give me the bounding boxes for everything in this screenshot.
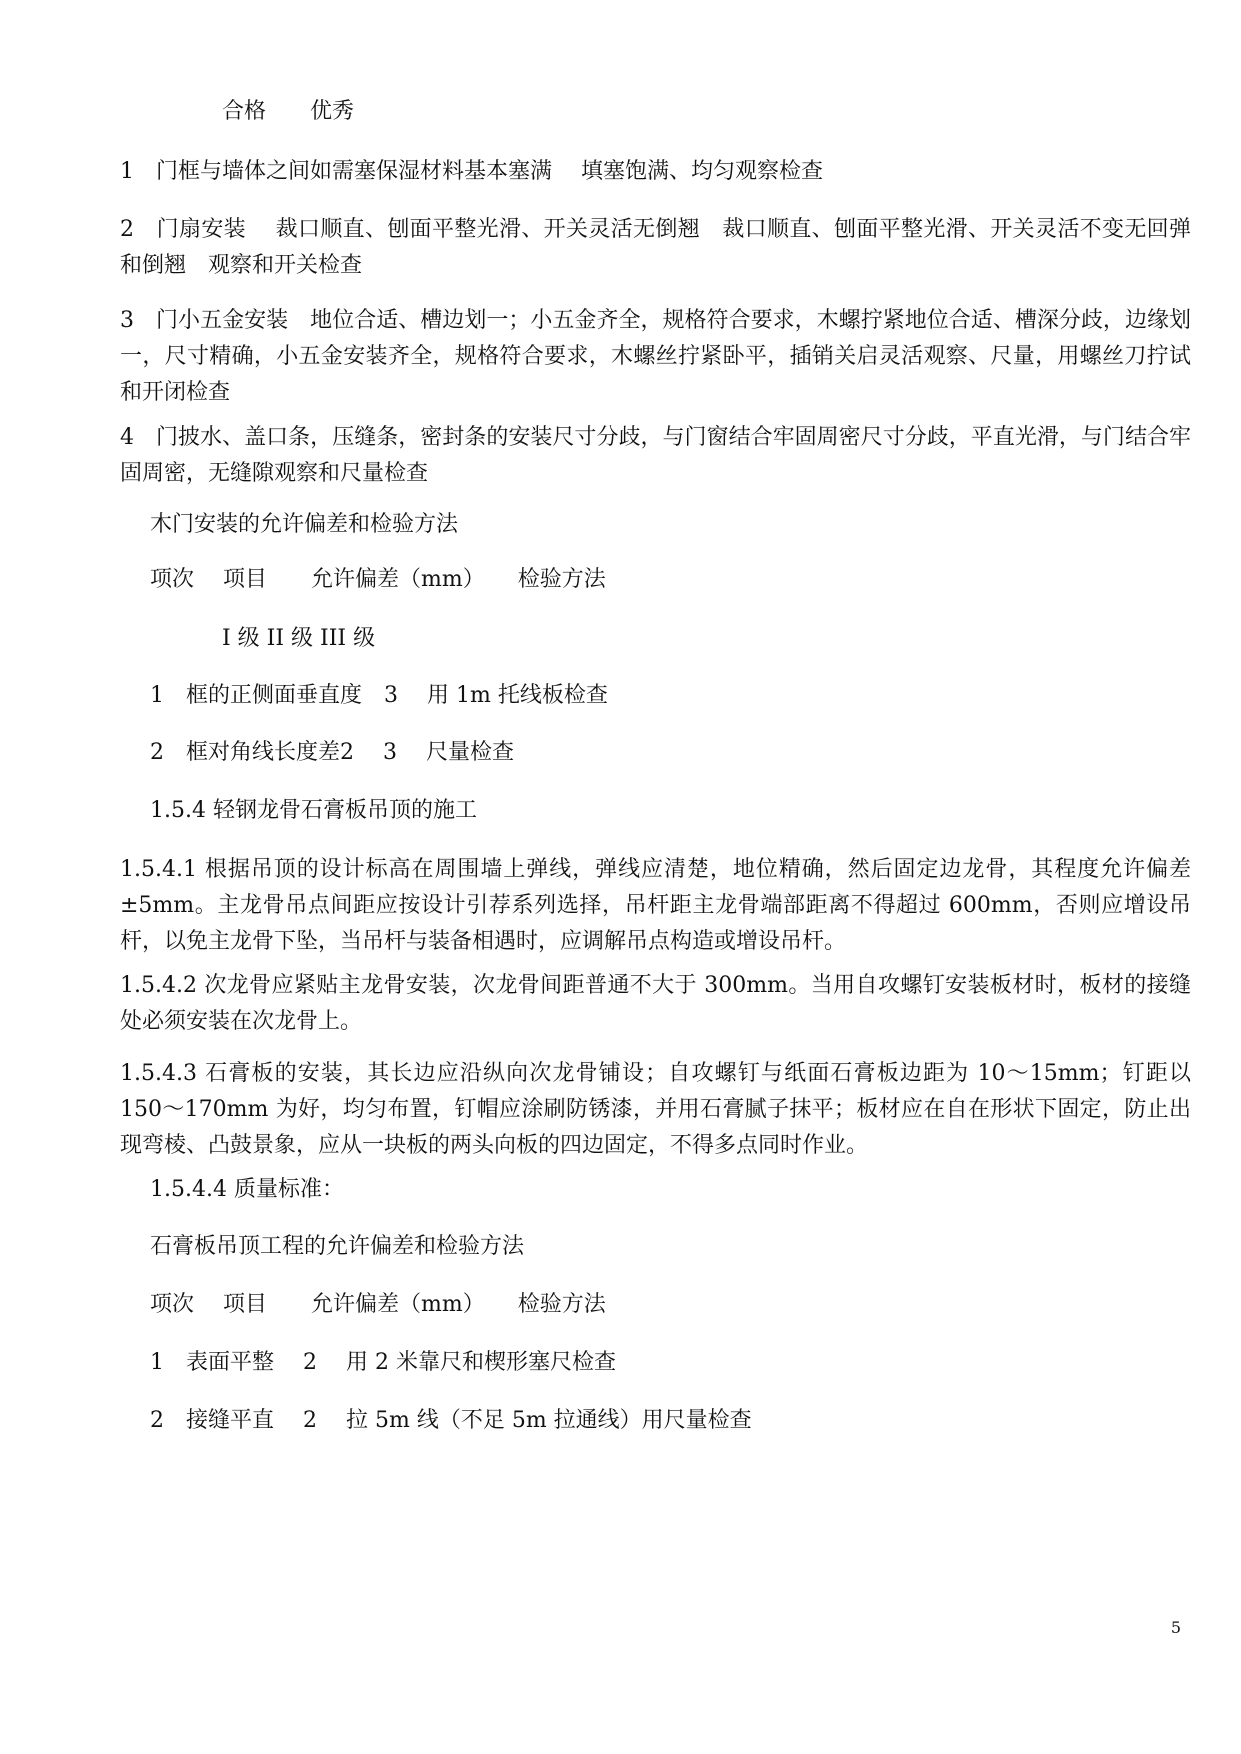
table1-header: 项次 项目 允许偏差（mm） 检验方法 — [150, 567, 606, 592]
item-2: 2 门扇安装 裁口顺直、刨面平整光滑、开关灵活无倒翘 裁口顺直、刨面平整光滑、开关灵活不变无回弹和倒翘 观察和开关检查 — [120, 217, 1191, 278]
table2-header: 项次 项目 允许偏差（mm） 检验方法 — [150, 1292, 606, 1317]
page-number: 5 — [1170, 1618, 1181, 1637]
table2-row: 2 接缝平直 2 拉 5m 线（不足 5m 拉通线）用尺量检查 — [150, 1408, 752, 1433]
item-4: 4 门披水、盖口条，压缝条，密封条的安装尺寸分歧，与门窗结合牢固周密尺寸分歧，平直光滑，与门结合牢固周密，无缝隙观察和尺量检查 — [120, 425, 1191, 486]
section-heading: 1.5.4 轻钢龙骨石膏板吊顶的施工 — [150, 798, 477, 823]
section-paragraph-2: 1.5.4.2 次龙骨应紧贴主龙骨安装，次龙骨间距普通不大于 300mm。当用自攻螺钉安装板材时，板材的接缝处必须安装在次龙骨上。 — [120, 973, 1191, 1034]
section-paragraph-3: 1.5.4.3 石膏板的安装，其长边应沿纵向次龙骨铺设；自攻螺钉与纸面石膏板边距为 10～15mm；钉距以 150～170mm 为好，均匀布置，钉帽应涂刷防锈漆，并用石膏腻子抹平；板材应在自在形状下固定，防止出现弯棱、凸鼓景象，应从一块板的两头向板的四边固定，不得多点同时作业。 — [120, 1061, 1191, 1158]
section-paragraph-1: 1.5.4.1 根据吊顶的设计标高在周围墙上弹线，弹线应清楚，地位精确，然后固定边龙骨，其程度允许偏差±5mm。主龙骨吊点间距应按设计引荐系列选择，吊杆距主龙骨端部距离不得超过 600mm，否则应增设吊杆，以免主龙骨下坠，当吊杆与装备相遇时，应调解吊点构造或增设吊杆。 — [120, 857, 1191, 954]
table1-title: 木门安装的允许偏差和检验方法 — [150, 512, 459, 537]
table1-row: 2 框对角线长度差2 3 尺量检查 — [150, 740, 514, 765]
grade-header-row: 合格 优秀 — [222, 99, 355, 124]
table1-row: 1 框的正侧面垂直度 3 用 1m 托线板检查 — [150, 683, 608, 708]
table2-title: 石膏板吊顶工程的允许偏差和检验方法 — [150, 1234, 525, 1259]
section-paragraph-4: 1.5.4.4 质量标准： — [150, 1177, 344, 1202]
item-1: 1 门框与墙体之间如需塞保湿材料基本塞满 填塞饱满、均匀观察检查 — [120, 159, 823, 184]
table2-row: 1 表面平整 2 用 2 米靠尺和楔形塞尺检查 — [150, 1350, 616, 1375]
table1-grades: I 级 II 级 III 级 — [222, 626, 376, 651]
item-3: 3 门小五金安装 地位合适、槽边划一；小五金齐全，规格符合要求，木螺拧紧地位合适、槽深分歧，边缘划一，尺寸精确，小五金安装齐全，规格符合要求，木螺丝拧紧卧平，插销关启灵活观察、尺量，用螺丝刀拧试和开闭检查 — [120, 308, 1191, 405]
